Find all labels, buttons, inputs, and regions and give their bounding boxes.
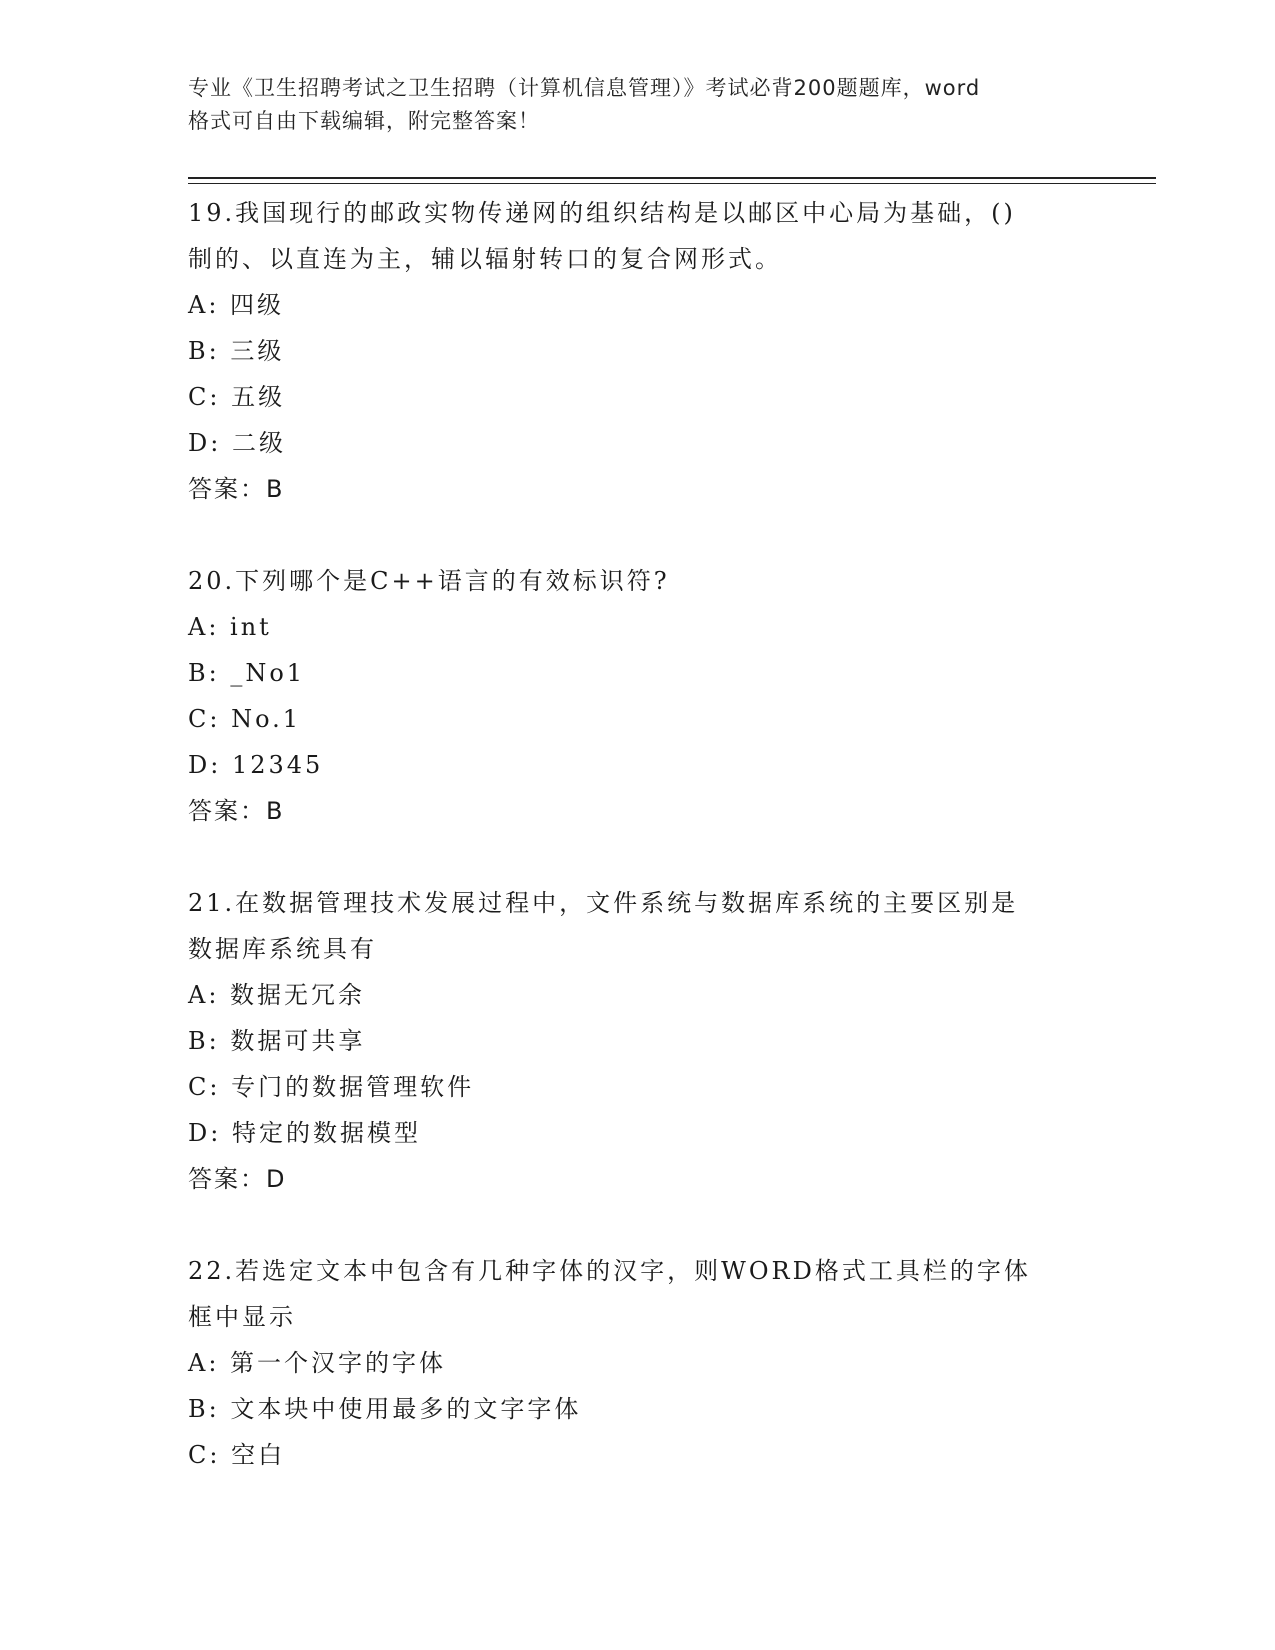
question-stem: 21.在数据管理技术发展过程中，文件系统与数据库系统的主要区别是	[188, 889, 1019, 917]
question-list	[188, 190, 1088, 1524]
option-c: C: 专门的数据管理软件	[188, 1073, 475, 1101]
question-stem-continued: 框中显示	[188, 1303, 296, 1331]
question-stem: 20.下列哪个是C++语言的有效标识符?	[188, 567, 670, 595]
question-stem-continued: 数据库系统具有	[188, 935, 377, 963]
option-a: A: int	[188, 613, 272, 641]
option-a: A: 四级	[188, 291, 285, 319]
option-b: B: 三级	[188, 337, 285, 365]
header-divider-thin	[188, 183, 1156, 184]
question-20	[188, 558, 1088, 834]
header-line-1: 专业《卫生招聘考试之卫生招聘（计算机信息管理）》考试必背200题题库，word	[188, 76, 981, 100]
header-divider	[188, 177, 1156, 179]
answer: 答案：B	[188, 475, 285, 503]
question-22	[188, 1248, 1088, 1478]
document-header	[188, 72, 1088, 138]
option-c: C: No.1	[188, 705, 302, 733]
header-line-2: 格式可自由下载编辑，附完整答案！	[188, 109, 540, 133]
option-a: A: 第一个汉字的字体	[188, 1349, 447, 1377]
option-d: D: 12345	[188, 751, 324, 779]
question-stem: 22.若选定文本中包含有几种字体的汉字，则WORD格式工具栏的字体	[188, 1257, 1031, 1285]
question-21	[188, 880, 1088, 1202]
question-19	[188, 190, 1088, 512]
question-stem: 19.我国现行的邮政实物传递网的组织结构是以邮区中心局为基础，()	[188, 199, 1016, 227]
answer: 答案：D	[188, 1165, 287, 1193]
question-stem-continued: 制的、以直连为主，辅以辐射转口的复合网形式。	[188, 245, 782, 273]
option-c: C: 五级	[188, 383, 286, 411]
option-d: D: 二级	[188, 429, 286, 457]
option-b: B: _No1	[188, 659, 306, 687]
option-b: B: 数据可共享	[188, 1027, 366, 1055]
option-d: D: 特定的数据模型	[188, 1119, 421, 1147]
answer: 答案：B	[188, 797, 285, 825]
option-c: C: 空白	[188, 1441, 286, 1469]
option-b: B: 文本块中使用最多的文字字体	[188, 1395, 582, 1423]
option-a: A: 数据无冗余	[188, 981, 366, 1009]
